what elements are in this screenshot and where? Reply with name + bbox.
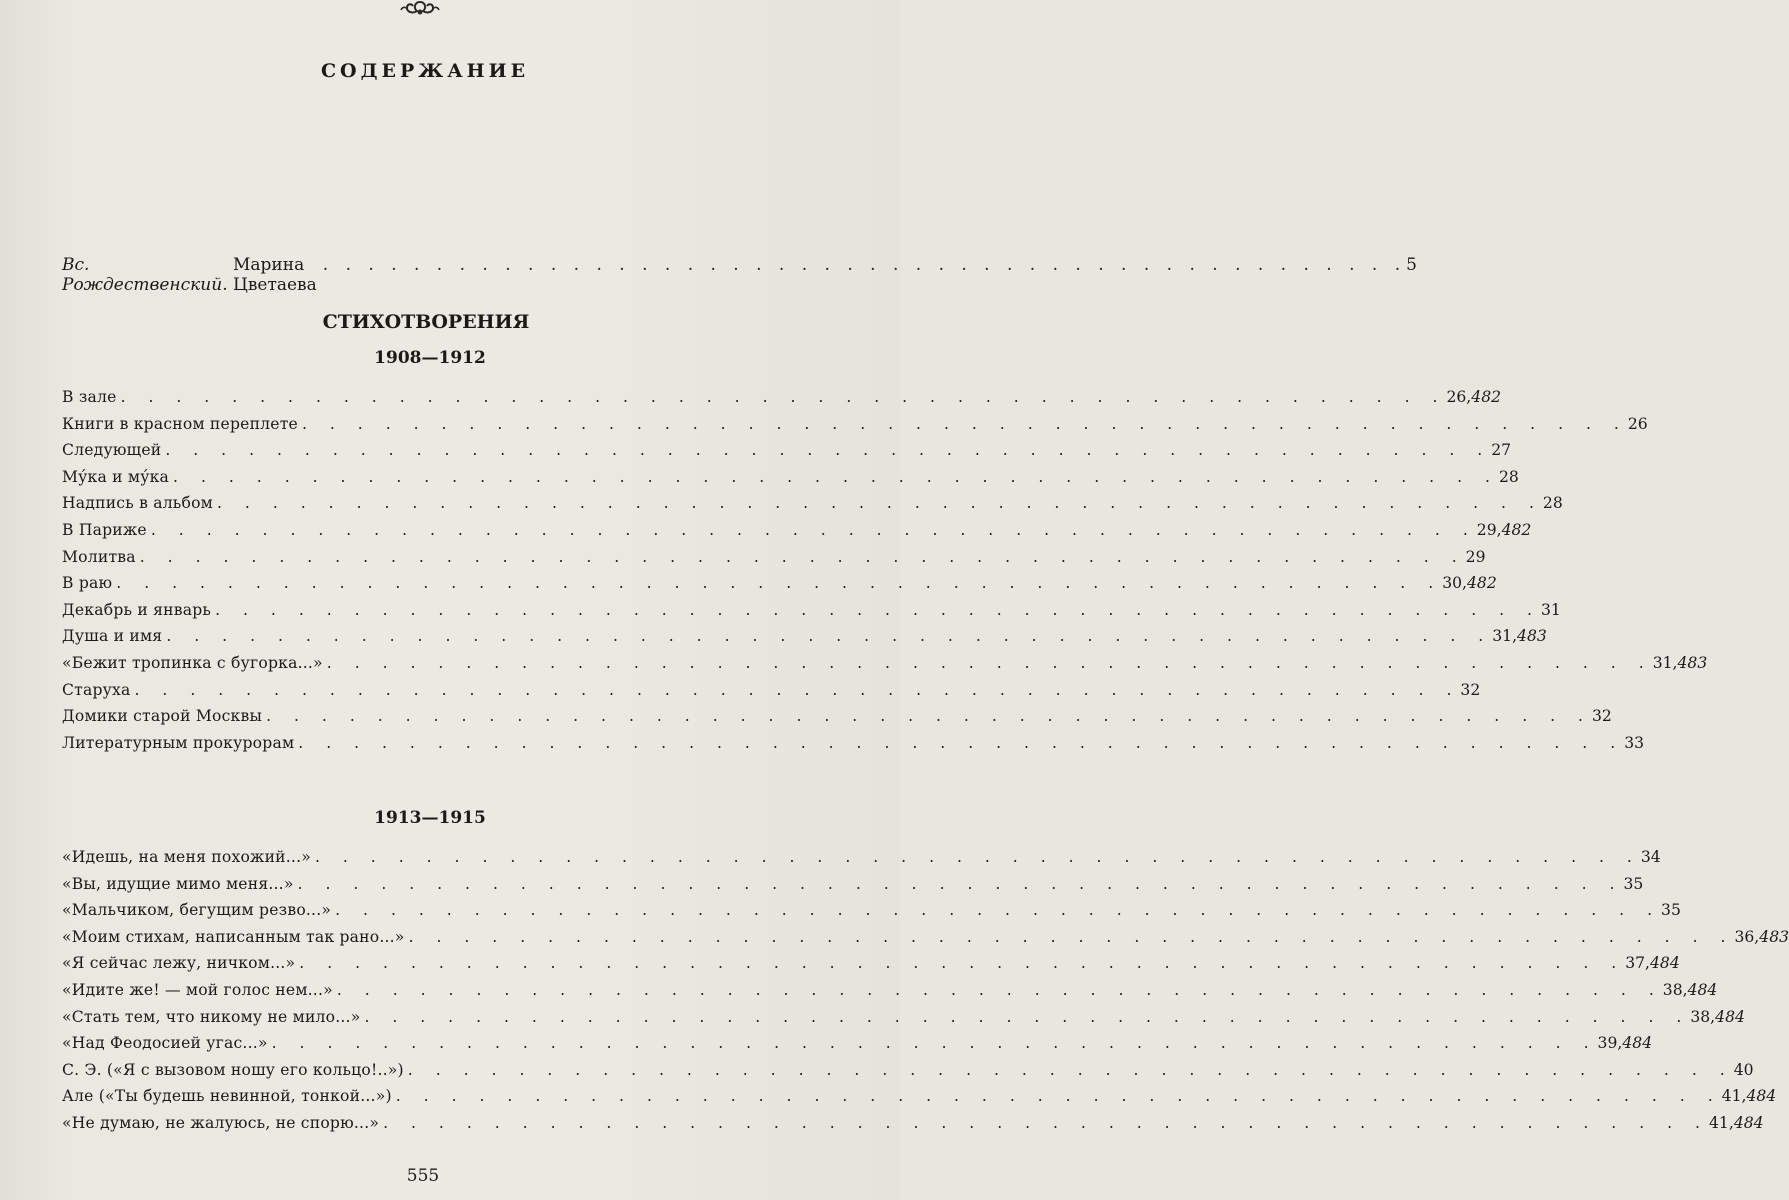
- toc-entry[interactable]: [62, 574, 1497, 601]
- toc-entry-page: 31,: [1492, 627, 1518, 646]
- toc-entry[interactable]: [62, 627, 1547, 654]
- toc-entry-leader: . . . . . . . . . . . . . . . . . . . . . . . . . . . . . . . . . . . . . . . . . . . . . . . .: [408, 927, 1735, 946]
- toc-entry-title: «Мальчиком, бегущим резво...»: [62, 901, 332, 920]
- toc-entry-leader: . . . . . . . . . . . . . . . . . . . . . . . . . . . . . . . . . . . . . . . . . . . . . . . .: [271, 1034, 1598, 1053]
- group-years-1908-1912: 1908—1912: [374, 348, 486, 368]
- toc-entry[interactable]: [62, 467, 1519, 495]
- toc-entry-note-page: 483: [1677, 653, 1708, 672]
- intro-page: 5: [1406, 255, 1417, 275]
- toc-entry-title: «Стать тем, что никому не мило...»: [62, 1007, 361, 1026]
- toc-entry-page: 41,: [1709, 1113, 1734, 1132]
- toc-entry-leader: . . . . . . . . . . . . . . . . . . . . . . . . . . . . . . . . . . . . . . . . . . . . . . . .: [217, 494, 1543, 513]
- toc-entry-title: «Над Феодосией угас...»: [62, 1034, 268, 1053]
- toc-entry-title: Старуха: [62, 680, 131, 699]
- toc-entry-note-page: 483: [1517, 627, 1547, 646]
- toc-entry[interactable]: [62, 547, 1486, 575]
- toc-entry-page: 32: [1592, 707, 1612, 726]
- toc-entry-leader: . . . . . . . . . . . . . . . . . . . . . . . . . . . . . . . . . . . . . . . . . . . . . . . .: [139, 547, 1466, 566]
- toc-entry[interactable]: [62, 388, 1502, 415]
- toc-entry-page: 31,: [1652, 653, 1678, 672]
- toc-list-1913-1915: [62, 848, 1789, 1141]
- toc-entry-leader: . . . . . . . . . . . . . . . . . . . . . . . . . . . . . . . . . . . . . . . . . . . . . . . .: [134, 680, 1461, 699]
- toc-entry-page: 32: [1460, 680, 1481, 699]
- toc-entry-title: «Моим стихам, написанным так рано...»: [62, 927, 405, 946]
- toc-entry[interactable]: [62, 980, 1718, 1008]
- toc-entry[interactable]: [62, 1087, 1777, 1114]
- toc-entry[interactable]: [62, 600, 1561, 628]
- toc-entry-note-page: 484: [1650, 954, 1680, 973]
- toc-entry-title: «Идешь, на меня похожий...»: [62, 848, 311, 866]
- toc-entry-leader: . . . . . . . . . . . . . . . . . . . . . . . . . . . . . . . . . . . . . . . . . . . . . . . .: [166, 627, 1493, 646]
- toc-entry-title: «Я сейчас лежу, ничком...»: [62, 954, 296, 973]
- toc-entry-note-page: 484: [1622, 1034, 1653, 1053]
- toc-entry[interactable]: [62, 874, 1644, 902]
- toc-entry-leader: . . . . . . . . . . . . . . . . . . . . . . . . . . . . . . . . . . . . . . . . . . . . . . . .: [407, 1060, 1734, 1079]
- intro-entry[interactable]: [62, 255, 1417, 295]
- toc-entry[interactable]: [62, 927, 1789, 955]
- toc-entry-leader: . . . . . . . . . . . . . . . . . . . . . . . . . . . . . . . . . . . . . . . . . . . . . . . .: [298, 733, 1625, 752]
- toc-entry[interactable]: [62, 680, 1481, 708]
- toc-entry-note-page: 483: [1759, 927, 1789, 946]
- toc-entry-leader: . . . . . . . . . . . . . . . . . . . . . . . . . . . . . . . . . . . . . . . . . . . . . . . .: [301, 414, 1628, 433]
- toc-entry-title: С. Э. («Я с вызовом ношу его кольцо!..»): [62, 1060, 404, 1079]
- toc-entry-note-page: 484: [1733, 1113, 1764, 1132]
- toc-entry[interactable]: [62, 520, 1532, 548]
- intro-author: Вс. Рождественский.: [62, 255, 228, 295]
- section-title: СТИХОТВОРЕНИЯ: [322, 311, 530, 333]
- toc-entry[interactable]: [62, 954, 1680, 981]
- toc-entry[interactable]: [62, 441, 1512, 468]
- toc-entry-page: 37,: [1625, 954, 1651, 973]
- toc-entry-note-page: 484: [1746, 1087, 1777, 1106]
- toc-entry-leader: . . . . . . . . . . . . . . . . . . . . . . . . . . . . . . . . . . . . . . . . . . . . . . . .: [120, 388, 1447, 406]
- floral-ornament-icon: [395, 0, 445, 20]
- toc-entry-leader: . . . . . . . . . . . . . . . . . . . . . . . . . . . . . . . . . . . . . . . . . . . . . . . .: [299, 954, 1626, 973]
- toc-entry-page: 31: [1541, 600, 1561, 619]
- toc-entry-title: «Идите же! — мой голос нем...»: [62, 980, 333, 999]
- toc-entry-leader: . . . . . . . . . . . . . . . . . . . . . . . . . . . . . . . . . . . . . . . . . . . . . . . .: [314, 848, 1641, 866]
- toc-entry-title: Книги в красном переплете: [62, 414, 298, 433]
- toc-entry-leader: . . . . . . . . . . . . . . . . . . . . . . . . . . . . . . . . . . . . . . . . . . . . . . . .: [335, 901, 1662, 920]
- toc-list-1908-1912: [62, 388, 1708, 760]
- toc-entry-leader: . . . . . . . . . . . . . . . . . . . . . . . . . . . . . . . . . . . . . . . . . . . . . . . .: [215, 600, 1542, 619]
- toc-entry-title: «Бежит тропинка с бугорка...»: [62, 653, 323, 672]
- toc-entry-leader: . . . . . . . . . . . . . . . . . . . . . . . . . . . . . . . . . . . . . . . . . . . . . . . .: [336, 980, 1663, 999]
- toc-entry-page: 38,: [1662, 980, 1688, 999]
- toc-entry-leader: . . . . . . . . . . . . . . . . . . . . . . . . . . . . . . . . . . . . . . . . . . . . . . . .: [165, 441, 1492, 460]
- toc-entry-page: 33: [1624, 733, 1645, 752]
- toc-entry[interactable]: [62, 1113, 1764, 1141]
- toc-entry[interactable]: [62, 1007, 1745, 1035]
- toc-entry-page: 39,: [1597, 1034, 1623, 1053]
- toc-entry-page: 34: [1640, 848, 1661, 866]
- contents-title: СОДЕРЖАНИЕ: [320, 60, 530, 82]
- toc-entry-title: В раю: [62, 574, 113, 593]
- toc-entry-title: Домики старой Москвы: [62, 707, 263, 726]
- toc-entry-leader: . . . . . . . . . . . . . . . . . . . . . . . . . . . . . . . . . . . . . . . . . . . . . . . .: [326, 653, 1653, 672]
- toc-entry-page: 28: [1498, 467, 1519, 486]
- page-number: 555: [406, 1166, 440, 1186]
- toc-entry-note-page: 482: [1467, 574, 1497, 593]
- toc-entry-note-page: 482: [1471, 388, 1502, 406]
- toc-entry-leader: . . . . . . . . . . . . . . . . . . . . . . . . . . . . . . . . . . . . . . . . . . . . . . . .: [395, 1087, 1722, 1106]
- toc-entry-page: 28: [1542, 494, 1563, 513]
- toc-entry-page: 41,: [1721, 1087, 1747, 1106]
- toc-entry-title: Му́ка и му́ка: [62, 467, 170, 486]
- toc-entry-title: Душа и имя: [62, 627, 163, 646]
- toc-entry-leader: . . . . . . . . . . . . . . . . . . . . . . . . . . . . . . . . . . . . . . . . . . . . . . . .: [266, 707, 1592, 726]
- toc-entry-page: 40: [1733, 1060, 1754, 1079]
- group-years-1913-1915: 1913—1915: [374, 808, 486, 828]
- toc-entry[interactable]: [62, 707, 1612, 734]
- toc-entry-page: 26: [1627, 414, 1648, 433]
- toc-entry-leader: . . . . . . . . . . . . . . . . . . . . . . . . . . . . . . . . . . . . . . . . . . . . . . . .: [383, 1113, 1709, 1132]
- toc-entry-page: 29: [1465, 547, 1486, 566]
- toc-entry-page: 27: [1491, 441, 1512, 460]
- toc-entry-page: 29,: [1476, 520, 1502, 539]
- toc-entry[interactable]: [62, 494, 1563, 521]
- toc-entry-title: Литературным прокурорам: [62, 733, 295, 752]
- toc-entry-title: Але («Ты будешь невинной, тонкой...»): [62, 1087, 392, 1106]
- toc-entry[interactable]: [62, 414, 1648, 442]
- toc-entry[interactable]: [62, 1060, 1754, 1088]
- toc-entry-page: 36,: [1734, 927, 1760, 946]
- toc-entry-title: В Париже: [62, 520, 147, 539]
- toc-entry[interactable]: [62, 733, 1645, 761]
- toc-entry-page: 35: [1623, 874, 1644, 893]
- toc-entry-leader: . . . . . . . . . . . . . . . . . . . . . . . . . . . . . . . . . . . . . . . . . . . . . . . .: [150, 520, 1477, 539]
- toc-entry-title: Декабрь и январь: [62, 600, 212, 619]
- toc-entry-title: Следующей: [62, 441, 162, 460]
- toc-entry-leader: . . . . . . . . . . . . . . . . . . . . . . . . . . . . . . . . . . . . . . . . . . . . . . . .: [364, 1007, 1691, 1026]
- toc-entry-title: В зале: [62, 388, 117, 406]
- toc-entry-title: Надпись в альбом: [62, 494, 213, 513]
- toc-entry[interactable]: [62, 1034, 1653, 1061]
- toc-entry-title: «Вы, идущие мимо меня...»: [62, 874, 294, 893]
- toc-entry-leader: . . . . . . . . . . . . . . . . . . . . . . . . . . . . . . . . . . . . . . . . . . . . . . . .: [116, 574, 1443, 593]
- toc-entry-note-page: 482: [1501, 520, 1532, 539]
- intro-title: Марина Цветаева: [233, 255, 317, 295]
- toc-entry[interactable]: [62, 848, 1661, 875]
- toc-entry-note-page: 484: [1715, 1007, 1745, 1026]
- toc-entry-leader: . . . . . . . . . . . . . . . . . . . . . . . . . . . . . . . . . . . . . . . . . . . . . . . .: [297, 874, 1624, 893]
- intro-leader: . . . . . . . . . . . . . . . . . . . . . . . . . . . . . . . . . . . . . . . . . . . . . . . .: [322, 255, 1407, 275]
- toc-entry-leader: . . . . . . . . . . . . . . . . . . . . . . . . . . . . . . . . . . . . . . . . . . . . . . . .: [173, 467, 1499, 486]
- toc-entry-title: Молитва: [62, 547, 136, 566]
- toc-entry[interactable]: [62, 901, 1681, 928]
- toc-entry-page: 30,: [1442, 574, 1467, 593]
- toc-entry-page: 38,: [1690, 1007, 1716, 1026]
- toc-entry-title: «Не думаю, не жалуюсь, не спорю...»: [62, 1113, 380, 1132]
- toc-entry-page: 35: [1661, 901, 1681, 920]
- toc-entry[interactable]: [62, 653, 1708, 681]
- toc-entry-page: 26,: [1446, 388, 1472, 406]
- toc-entry-note-page: 484: [1687, 980, 1718, 999]
